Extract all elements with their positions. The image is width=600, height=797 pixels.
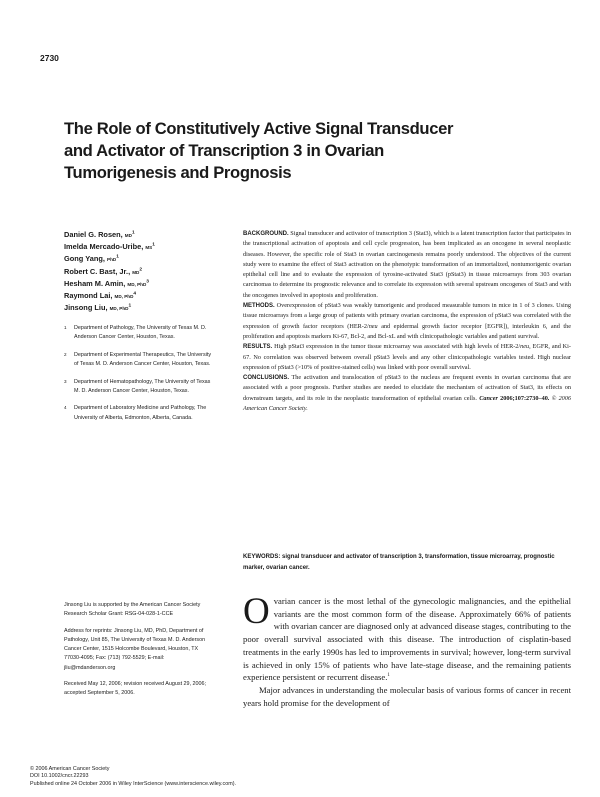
reference-marker: 1 [387, 673, 390, 679]
affiliation: 1 Department of Pathology, The University of Texas M. D. Anderson Cancer Center, Houston, Texas. [64, 325, 207, 341]
citation-journal: Cancer [479, 394, 498, 402]
citation-volume: 2006;107:2730–40. [500, 394, 550, 402]
doi-line: DOI 10.1002/cncr.22293 [30, 773, 89, 780]
article-title [64, 118, 564, 184]
body-paragraph: Ovarian cancer is the most lethal of the gynecologic malignancies, and the epithelial variants are the most common form of the disease. Approximately 66% of patients with ovarian cancer are diagnosed only at advanced disease stages, contributing to the poor overall survival associated with this disease. The introduction of cisplatin-based treatments in the early 1990s has led to improvements in survival; however, long-term survival is achieved in only 15% of patients who have late-stage disease, and the remaining patients experience persistent or recurrent disease.$^1$ [243, 591, 571, 683]
affiliation: 4 Department of Laboratory Medicine and Pathology, The University of Alberta, Edmonton, Alberta, Canada. [64, 405, 207, 421]
body-text [243, 591, 571, 709]
title-line: Tumorigenesis and Prognosis [64, 163, 292, 182]
author: Daniel G. Rosen, $MD^1$ [64, 230, 135, 239]
copyright-block [30, 766, 236, 788]
footnotes [64, 601, 216, 706]
citation-copyright: © 2006 American Cancer Society. [243, 394, 572, 413]
author: Raymond Lai, MD, PhD$^4$ [64, 291, 137, 301]
body-paragraph: Major advances in understanding the molecular basis of various forms of cancer in recent years hold promise for the development of [243, 684, 571, 708]
received-dates: Received May 12, 2006; revision received August 29, 2006; accepted September 5, 2006. [64, 681, 207, 697]
abstract [243, 229, 571, 414]
section-heading: METHODS. [243, 303, 275, 310]
affiliation-list [64, 324, 216, 431]
author: Hesham M. Amin, MD, PhD$^3$ [64, 278, 149, 288]
grant-support-note: Jinsong Liu is supported by the American Cancer Society Research Scholar Grant: RSG-04-028-1-CCE [64, 602, 201, 618]
abstract-conclusions: CONCLUSIONS. The activation and translocation of pStat3 to the nucleus are frequent events in ovarian carcinoma that are associated with a poor prognosis. Further studies are needed to elucidate the mechanism of activation of Stat3, its effects on downstream targets, and its role in the neoplastic transformation of epithelial ovarian cells. Cancer 2006;107:2730–40. © 2006 American Cancer Society. [243, 374, 572, 413]
author: Gong Yang, PhD$^1$ [64, 254, 119, 264]
title-line: The Role of Constitutively Active Signal Transducer [64, 119, 454, 138]
author: Imelda Mercado-Uribe, $MS^1$ [64, 242, 155, 252]
author-list [64, 229, 155, 314]
section-heading: RESULTS. [243, 344, 273, 351]
abstract-methods: METHODS. Overexpression of pStat3 was weakly tumorigenic and produced measurable tumors in mice in 1 of 3 clones. Using tissue microarrays from a large group of patients with primary ovarian carcinoma, the expression of pStat3 was correlated with the expression of growth factor receptors (HER-2/neu and epidermal growth factor receptor [EGFR]), interleukin 6, and the proliferation and apoptosis markers Ki-67, Bcl-2, and Bcl-xL and with clinicopathologic variables and patient survival. [243, 302, 572, 340]
title-line: and Activator of Transcription 3 in Ovarian [64, 141, 384, 160]
drop-cap: O [243, 591, 270, 632]
published-online-line: Published online 24 October 2006 in Wiley InterScience (www.interscience.wiley.com). [30, 780, 237, 787]
keywords: KEYWORDS: signal transducer and activator of transcription 3, transformation, tissue microarray, prognostic marker, ovarian cancer. [243, 554, 555, 571]
abstract-background: BACKGROUND. Signal transducer and activator of transcription 3 (Stat3), which is a latent transcription factor that participates in the transcriptional activation of apoptosis and cell cycle progression, has been implicated as an oncogene in several neoplastic diseases. However, the specific role of Stat3 in ovarian carcinogenesis remains poorly understood. The objectives of the current study were to examine the effect of Stat3 activation on the phenotypic transformation of an immortalized, nontumorigenic ovarian epithelial cell line and to evaluate the expression of tyrosine-activated Stat3 (pStat3) in tissue microarrays from 303 ovarian carcinomas to determine its prognostic relevance and to correlate its expression with several upstream oncogenes of Stat3 and with the oncogenes involved in apoptosis and proliferation. [243, 230, 571, 299]
page-number: 2730 [40, 53, 59, 63]
affiliation: 2 Department of Experimental Therapeutics, The University of Texas M. D. Anderson Cancer Center, Houston, Texas. [64, 351, 212, 368]
section-heading: CONCLUSIONS. [243, 375, 290, 382]
section-heading: BACKGROUND. [243, 231, 289, 237]
affiliation: 3 Department of Hematopathology, The University of Texas M. D. Anderson Cancer Center, Houston, Texas. [64, 378, 211, 394]
author: Robert C. Bast, Jr., $MD^2$ [64, 266, 143, 276]
copyright-line: © 2006 American Cancer Society [30, 766, 110, 772]
reprint-address: Address for reprints: Jinsong Liu, MD, PhD, Department of Pathology, Unit 85, The University of Texas M. D. Anderson Cancer Center, 1515 Holcombe Boulevard, Houston, TX 77030-4095; Fax: (713) 792-5529; E-mail: jliu@mdanderson.org [64, 627, 206, 671]
author: Jinsong Liu, MD, PhD$^1$ [64, 303, 132, 313]
abstract-results: RESULTS. High pStat3 expression in the tumor tissue microarray was associated with high levels of HER-2/neu, EGFR, and Ki-67. No correlation was observed between overall pStat3 levels and any other clinicopathologic variables tested. High nuclear expression of pStat3 (>10% of positive-stained cells) was linked with poor overall survival. [243, 343, 571, 371]
